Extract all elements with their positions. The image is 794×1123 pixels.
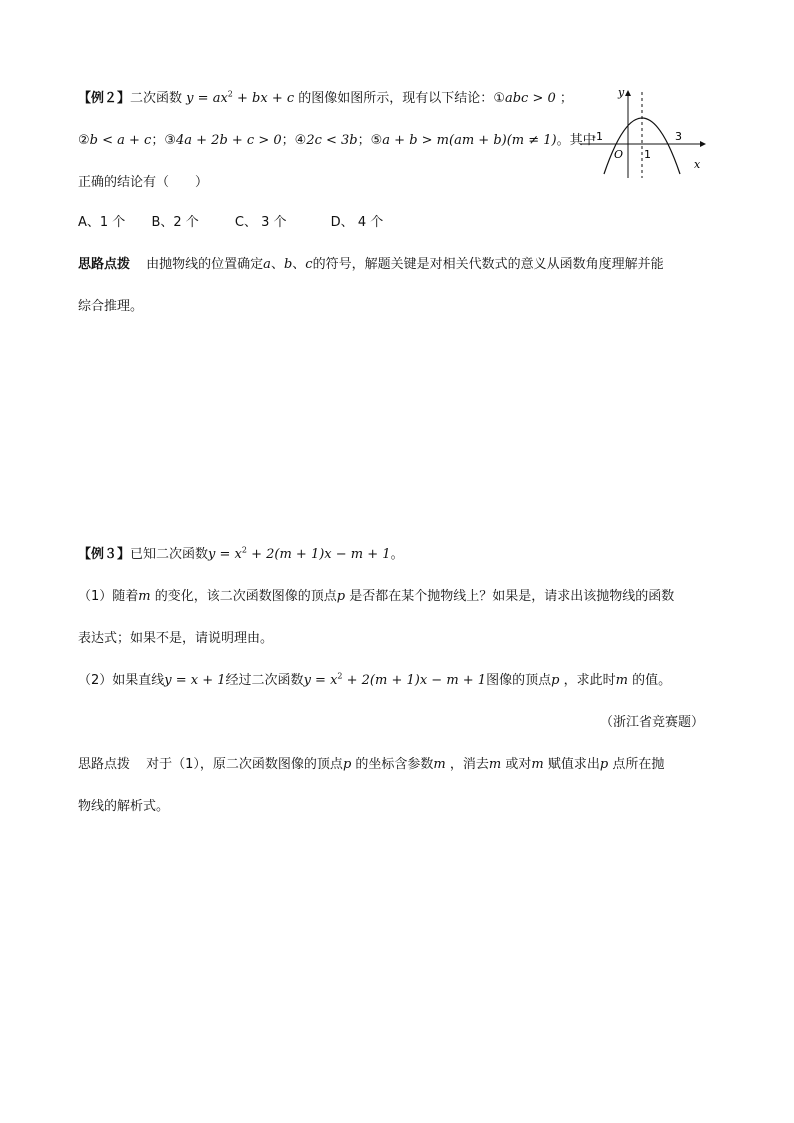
parabola-figure — [578, 88, 706, 180]
ex2-hint-line-2: 综合推理。 — [78, 299, 144, 314]
ex3-p1-p: p — [336, 589, 346, 604]
ex2-semi-1: ； — [559, 91, 573, 106]
ex3-p2-c: 图像的顶点 — [486, 673, 552, 688]
ex3-hint-m1: m — [433, 757, 446, 772]
ex2-line-3: 正确的结论有（ ） — [78, 175, 209, 190]
ex2-c1-expr: abc > 0 — [504, 91, 556, 106]
ex2-eq-lhs: y — [186, 91, 194, 106]
ex2-option-a: A、1 个 — [78, 215, 126, 230]
label-origin: O — [614, 148, 624, 161]
ex3-hint-d: 或对 — [505, 757, 532, 772]
ex2-semi-2: ； — [151, 133, 165, 148]
ex3-end: 。 — [390, 547, 404, 562]
ex2-c4-expr: 2c < 3b — [306, 133, 358, 148]
ex2-hint-line-1 — [78, 256, 664, 274]
ex3-p1-b: 的变化，该二次函数图像的顶点 — [154, 589, 337, 604]
ex3-hint-f: 点所在抛 — [612, 757, 665, 772]
ex3-line-eq: y = x + 1 — [164, 673, 226, 688]
ex2-hint-var-c: c — [305, 257, 313, 272]
ex2-hint-sep-2: 、 — [292, 257, 306, 272]
ex3-line-1 — [78, 546, 404, 564]
ex3-part2-line — [78, 672, 671, 690]
ex2-c3-marker: ③ — [164, 133, 176, 148]
ex2-hint-text-b: 的符号，解题关键是对相关代数式的意义从函数角度理解并能 — [312, 257, 664, 272]
ex2-hint-sep-1: 、 — [270, 257, 284, 272]
ex2-hint-text-a: 由抛物线的位置确定 — [146, 257, 264, 272]
ex2-intro: 二次函数 — [130, 91, 183, 106]
ex3-tag: 【例３】 — [78, 547, 131, 562]
ex2-line-1: 【例２】二次函数 $y = ax^2$ + bx + c 的图像如图所示，现有以下结论：①abc > 0 ； — [78, 89, 573, 106]
ex3-hint-label: 思路点拨 — [78, 757, 131, 772]
ex2-hint-label: 思路点拨 — [78, 257, 131, 272]
ex2-c3-expr: 4a + 2b + c > 0 — [176, 133, 282, 148]
ex2-option-b: B、2 个 — [151, 215, 199, 230]
ex3-hint-line-2: 物线的解析式。 — [78, 799, 170, 814]
label-x: x — [694, 158, 701, 171]
ex3-p1-a: （1）随着 — [78, 589, 139, 604]
label-y: y — [618, 88, 625, 99]
ex2-hint-var-b: b — [283, 257, 293, 272]
ex2-c5-end: 。其中 — [556, 133, 596, 148]
ex2-c5-expr: a + b > m(am + b)(m ≠ 1) — [382, 133, 557, 148]
ex3-hint-p: p — [342, 757, 352, 772]
y-axis-arrow — [625, 90, 631, 96]
ex2-line-2 — [78, 132, 596, 150]
ex3-hint-line-1 — [78, 756, 664, 774]
ex3-hint-a: 对于（1），原二次函数图像的顶点 — [146, 757, 343, 772]
ex2-tag: 【例２】 — [78, 91, 131, 106]
ex3-p1-m: m — [138, 589, 151, 604]
ex2-hint-var-a: a — [263, 257, 271, 272]
ex2-option-c: C、 3 个 — [234, 215, 287, 230]
ex3-hint-m3: m — [531, 757, 544, 772]
ex3-intro: 已知二次函数 — [130, 547, 209, 562]
ex3-eq-tail: + 2(m + 1)x − m + 1 — [251, 547, 391, 562]
ex3-part1-line-2: 表达式；如果不是，请说明理由。 — [78, 631, 274, 646]
ex3-hint-c: ，消去 — [449, 757, 489, 772]
ex3-part1-line-1 — [78, 588, 674, 606]
ex2-c4-marker: ④ — [294, 133, 307, 148]
ex2-eq-term2: + bx + c — [237, 91, 295, 106]
ex3-hint-p2: p — [599, 757, 609, 772]
label-neg1: -1 — [592, 130, 603, 143]
ex3-p2-d: ，求此时 — [563, 673, 616, 688]
ex3-hint-b: 的坐标含参数 — [355, 757, 434, 772]
ex2-c2-marker: ② — [78, 133, 90, 148]
ex2-semi-3: ； — [281, 133, 295, 148]
ex3-p2-eq: y = x — [303, 673, 338, 688]
ex2-c5-marker: ⑤ — [370, 133, 383, 148]
ex3-p2-b: 经过二次函数 — [225, 673, 304, 688]
ex3-p2-m: m — [615, 673, 628, 688]
ex3-p2-p: p — [551, 673, 560, 688]
ex2-eq-term1: ax — [212, 91, 228, 106]
ex2-c1-marker: ① — [493, 91, 505, 106]
label-one: 1 — [644, 148, 651, 161]
ex3-hint-e: 赋值求出 — [547, 757, 600, 772]
ex3-eq: y = x — [208, 547, 242, 562]
ex3-p2-a: （2）如果直线 — [78, 673, 165, 688]
x-axis-arrow — [700, 141, 706, 147]
ex2-after-eq: 的图像如图所示，现有以下结论： — [298, 91, 494, 106]
ex2-option-d: D、 4 个 — [330, 215, 384, 230]
ex3-eq-sup: 2 — [241, 545, 247, 555]
ex2-options — [78, 214, 383, 232]
ex3-hint-m2: m — [488, 757, 502, 772]
ex3-p2-eq-tail: + 2(m + 1)x − m + 1 — [346, 673, 487, 688]
ex3-p2-e: 的值。 — [632, 673, 672, 688]
ex3-p2-eq-sup: 2 — [337, 671, 343, 681]
ex2-c2-expr: b < a + c — [89, 133, 152, 148]
label-three: 3 — [675, 130, 682, 143]
ex3-p1-c: 是否都在某个抛物线上？如果是，请求出该抛物线的函数 — [349, 589, 675, 604]
ex3-source: （浙江省竞赛题） — [600, 715, 705, 730]
ex2-semi-4: ； — [357, 133, 371, 148]
ex2-eq-sup: 2 — [227, 89, 233, 99]
